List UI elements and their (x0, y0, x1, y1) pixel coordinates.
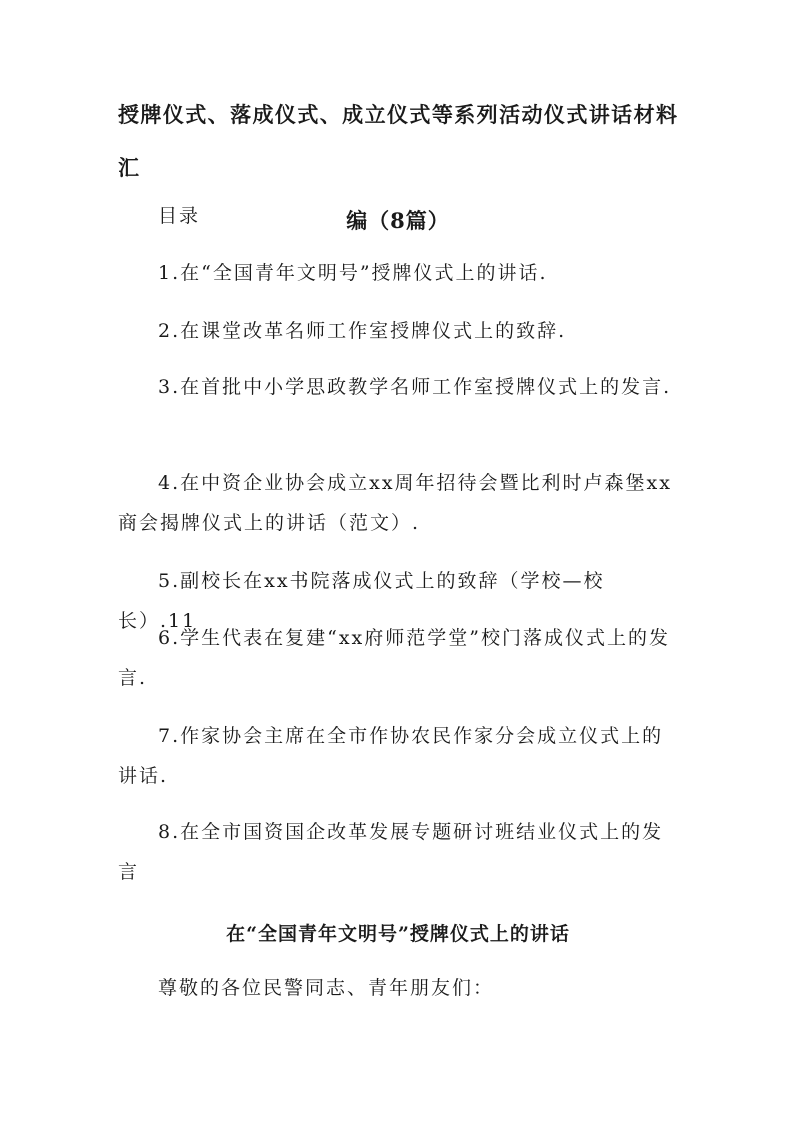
section-heading: 在“全国青年文明号”授牌仪式上的讲话 (226, 923, 570, 945)
toc-item-3: 3.在首批中小学思政教学名师工作室授牌仪式上的发言. (158, 376, 672, 398)
document-title-line-1: 授牌仪式、落成仪式、成立仪式等系列活动仪式讲话材料汇 (118, 102, 678, 180)
document-title-line-2: 编（8篇） (346, 208, 450, 233)
toc-item-4: 4.在中资企业协会成立xx周年招待会暨比利时卢森堡xx商会揭牌仪式上的讲话（范文）. (118, 472, 672, 534)
toc-label: 目录 (158, 205, 201, 227)
toc-item-7: 7.作家协会主席在全市作协农民作家分会成立仪式上的讲话. (118, 725, 664, 787)
greeting-paragraph: 尊敬的各位民警同志、青年朋友们： (158, 977, 495, 999)
toc-item-5: 5.副校长在xx书院落成仪式上的致辞（学校—校长）.11 (118, 570, 605, 632)
toc-item-1: 1.在“全国青年文明号”授牌仪式上的讲话. (158, 262, 548, 284)
toc-item-6: 6.学生代表在复建“xx府师范学堂”校门落成仪式上的发言. (118, 627, 670, 689)
toc-item-2: 2.在课堂改革名师工作室授牌仪式上的致辞. (158, 320, 567, 342)
toc-item-8: 8.在全市国资国企改革发展专题研讨班结业仪式上的发言 (118, 821, 664, 883)
